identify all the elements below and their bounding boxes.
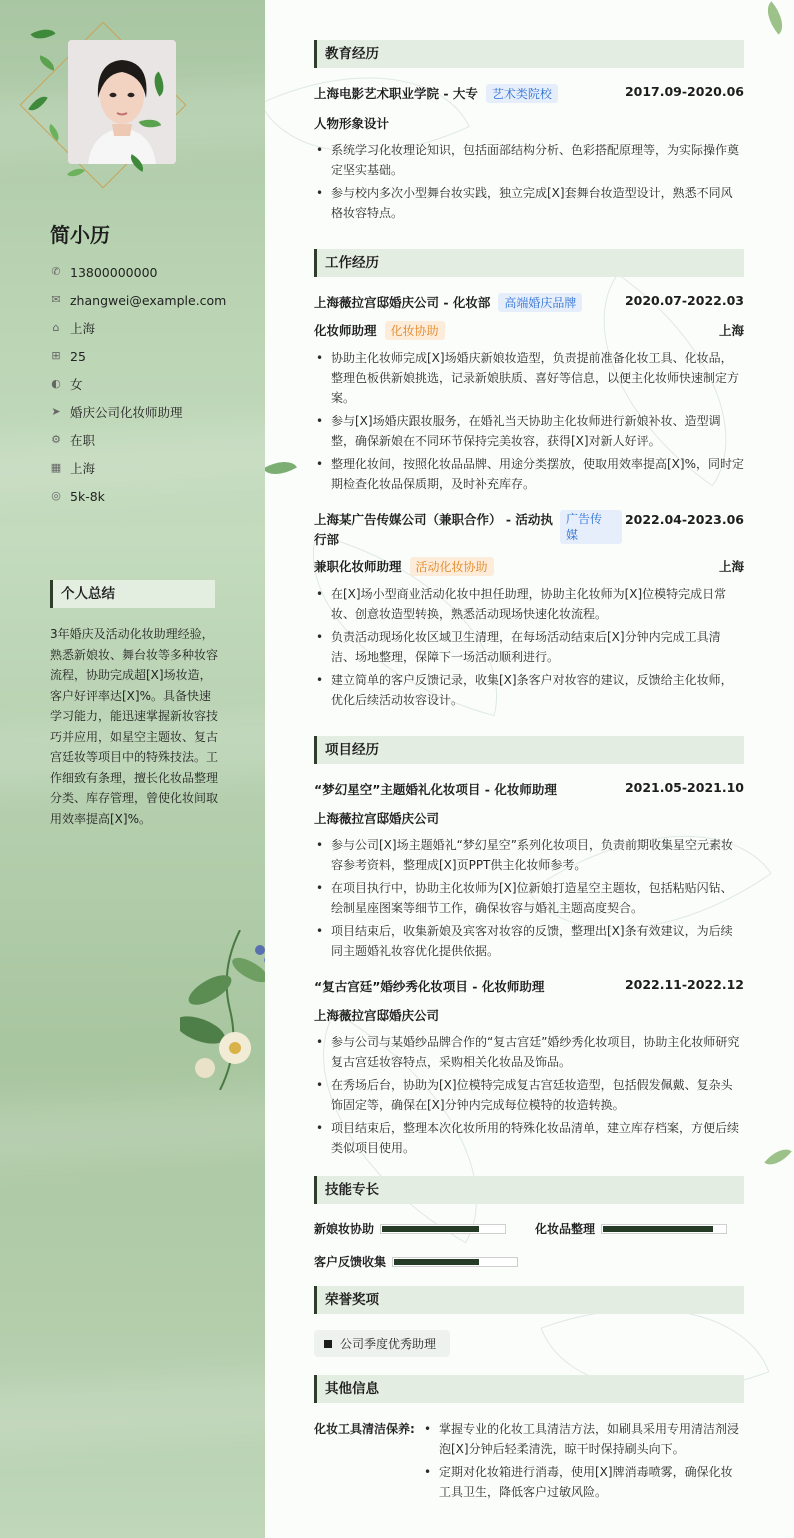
skill-item: 新娘妆协助 <box>314 1220 535 1237</box>
job-location: 上海 <box>718 323 744 338</box>
other-info-row <box>314 1419 744 1502</box>
other-info-label: 化妆工具清洁保养: <box>314 1422 415 1436</box>
leaf-decoration <box>759 1 791 34</box>
list-item: • 协助主化妆师完成[X]场婚庆新娘妆造型，负责提前准备化妆工具、化妆品，整理色板供新娘挑选，记录新娘肤质、喜好等信息，以便主化妆师快速制定方案。 <box>314 348 744 408</box>
project-header <box>314 977 744 995</box>
contact-city: ▦ 上海 <box>50 461 96 476</box>
work-section-title: 工作经历 <box>314 249 744 277</box>
contact-email: ✉ zhangwei@example.com <box>51 292 227 308</box>
watercolor-wash <box>0 1091 265 1169</box>
education-section-title: 教育经历 <box>314 40 744 68</box>
contact-status: ⚙ 在职 <box>51 433 96 448</box>
email-icon: ✉ <box>51 293 61 306</box>
job-target-icon: ➤ <box>51 405 61 418</box>
project-name: “复古宫廷”婚纱秀化妆项目 - 化妆师助理 <box>314 979 545 994</box>
leaf-decoration <box>30 23 55 44</box>
list-item: • 参与公司与某婚纱品牌合作的“复古宫廷”婚纱秀化妆项目，协助主化妆师研究复古宫廷妆容特点，采购相关化妆品及饰品。 <box>314 1032 744 1072</box>
phone-icon: ✆ <box>51 265 61 278</box>
skill-level-bar <box>380 1224 506 1234</box>
list-item: • 整理化妆间，按照化妆品品牌、用途分类摆放，使取用效率提高[X]%，同时定期检查化妆品保质期，及时补充库存。 <box>314 454 744 494</box>
job-role-row <box>314 321 744 340</box>
summary-title: 个人总结 <box>50 580 215 608</box>
avatar <box>68 40 176 164</box>
project-period: 2022.11-2022.12 <box>624 977 744 992</box>
awards-list <box>314 1330 744 1357</box>
list-item: • 参与[X]场婚庆跟妆服务，在婚礼当天协助主化妆师进行新娘补妆、造型调整，确保新娘在不同环节保持完美妆容，获得[X]对新人好评。 <box>314 411 744 451</box>
project-header <box>314 780 744 798</box>
company-name: 上海薇拉宫邸婚庆公司 - 化妆部 <box>314 295 491 310</box>
education-bullets <box>314 140 744 223</box>
list-item: • 负责活动现场化妆区域卫生清理，在每场活动结束后[X]分钟内完成工具清洁、场地整理，保障下一场活动顺利进行。 <box>314 627 744 667</box>
skill-level-fill <box>394 1259 479 1265</box>
summary-text: 3年婚庆及活动化妆助理经验，熟悉新娘妆、舞台妆等多种妆容流程，协助完成超[X]场妆造，客户好评率达[X]%。具备快速学习能力，能迅速掌握新妆容技巧并应用，如星空主题妆、复古宫廷妆等项目中的特殊技法。工作细致有条理，擅长化妆品整理分类、库存管理，曾使化妆间取用效率提高[X]%。 <box>50 627 219 826</box>
leaf-decoration <box>265 454 297 483</box>
job-role: 化妆师助理 <box>314 323 377 338</box>
company-name: 上海某广告传媒公司（兼职合作） - 活动执 <box>314 512 553 527</box>
awards-section-title: 荣誉奖项 <box>314 1286 744 1314</box>
contact-salary: ◎ 5k-8k <box>51 488 105 504</box>
list-item: • 参与校内多次小型舞台妆实践，独立完成[X]套舞台妆造型设计，熟悉不同风格妆容特点。 <box>314 183 744 223</box>
job-period: 2020.07-2022.03 <box>624 293 744 308</box>
skill-item: 化妆品整理 <box>535 1220 727 1237</box>
skills-row <box>314 1220 744 1237</box>
school-tag: 艺术类院校 <box>486 84 558 103</box>
project-org: 上海薇拉宫邸婚庆公司 <box>314 1008 440 1023</box>
contact-location: ⌂ 上海 <box>50 314 250 342</box>
job-role-row <box>314 557 744 576</box>
square-bullet-icon <box>324 1340 332 1348</box>
watercolor-wash <box>0 1371 265 1449</box>
leaf-decoration <box>37 55 57 71</box>
main-content <box>265 0 794 1538</box>
job-header <box>314 293 744 312</box>
project-org: 上海薇拉宫邸婚庆公司 <box>314 811 440 826</box>
resume-body <box>314 40 744 1502</box>
list-item: • 在项目执行中，协助主化妆师为[X]位新娘打造星空主题妆，包括粘贴闪钻、绘制星座图案等细节工作，确保妆容与婚礼主题高度契合。 <box>314 878 744 918</box>
project-bullets <box>314 835 744 961</box>
job-header <box>314 510 744 550</box>
education-header <box>314 84 744 103</box>
company-tag: 高端婚庆品牌 <box>498 293 582 312</box>
job-period: 2022.04-2023.06 <box>624 512 744 527</box>
contact-job-target: ➤ 婚庆公司化妆师助理 <box>51 405 183 420</box>
status-icon: ⚙ <box>51 433 61 446</box>
list-item: • 在[X]场小型商业活动化妆中担任助理，协助主化妆师为[X]位模特完成日常妆、创意妆造型转换，熟悉活动现场快速化妆流程。 <box>314 584 744 624</box>
projects-section-title: 项目经历 <box>314 736 744 764</box>
contact-age: ⊞ 25 <box>51 348 86 364</box>
skill-level-fill <box>382 1226 479 1232</box>
avatar-frame <box>28 18 178 198</box>
project-name: “梦幻星空”主题婚礼化妆项目 - 化妆师助理 <box>314 782 557 797</box>
candidate-name: 简小历 <box>50 223 110 247</box>
role-tag: 化妆协助 <box>385 321 445 340</box>
sidebar <box>0 0 265 1538</box>
education-period: 2017.09-2020.06 <box>624 84 744 99</box>
list-item: • 项目结束后，收集新娘及宾客对妆容的反馈，整理出[X]条有效建议，为后续同主题婚礼妆容优化提供依据。 <box>314 921 744 961</box>
contact-gender: ◐ 女 <box>51 377 83 392</box>
leaf-decoration <box>764 1143 791 1172</box>
school-name: 上海电影艺术职业学院 - 大专 <box>314 86 478 101</box>
other-info-bullets <box>422 1419 744 1502</box>
company-name: 行部 <box>314 532 340 547</box>
list-item: • 掌握专业的化妆工具清洁方法，如刷具采用专用清洁剂浸泡[X]分钟后轻柔清洗，晾干时保持刷头向下。 <box>422 1419 744 1459</box>
skill-level-fill <box>603 1226 713 1232</box>
list-item: • 项目结束后，整理本次化妆所用的特殊化妆品清单，建立库存档案，方便后续类似项目使用。 <box>314 1118 744 1158</box>
contact-phone: ✆ 13800000000 <box>51 264 158 280</box>
project-period: 2021.05-2021.10 <box>624 780 744 795</box>
city-icon: ▦ <box>50 461 62 474</box>
list-item: • 定期对化妆箱进行消毒，使用[X]牌消毒喷雾，确保化妆工具卫生，降低客户过敏风险。 <box>422 1462 744 1502</box>
list-item: • 在秀场后台，协助为[X]位模特完成复古宫廷妆造型，包括假发佩戴、复杂头饰固定等，确保在[X]分钟内完成每位模特的妆造转换。 <box>314 1075 744 1115</box>
job-location: 上海 <box>718 559 744 574</box>
job-bullets <box>314 584 744 710</box>
role-tag: 活动化妆协助 <box>410 557 494 576</box>
age-icon: ⊞ <box>51 349 61 362</box>
job-bullets <box>314 348 744 494</box>
other-section-title: 其他信息 <box>314 1375 744 1403</box>
skill-level-bar <box>601 1224 727 1234</box>
job-role: 兼职化妆师助理 <box>314 559 402 574</box>
skill-level-bar <box>392 1257 518 1267</box>
list-item: • 建立简单的客户反馈记录，收集[X]条客户对妆容的建议，反馈给主化妆师，优化后续活动妆容设计。 <box>314 670 744 710</box>
flower-decoration <box>180 930 265 1090</box>
company-tag: 广告传 媒 <box>560 510 622 544</box>
skills-row <box>314 1251 744 1270</box>
salary-icon: ◎ <box>51 489 61 502</box>
list-item: • 系统学习化妆理论知识，包括面部结构分析、色彩搭配原理等，为实际操作奠定坚实基础。 <box>314 140 744 180</box>
project-bullets <box>314 1032 744 1158</box>
education-major: 人物形象设计 <box>314 116 390 131</box>
gender-icon: ◐ <box>51 377 61 390</box>
list-item: • 参与公司[X]场主题婚礼“梦幻星空”系列化妆项目，负责前期收集星空元素妆容参考资料，整理成[X]页PPT供主化妆师参考。 <box>314 835 744 875</box>
home-icon: ⌂ <box>52 321 60 334</box>
contact-list <box>50 258 250 510</box>
award-item: 公司季度优秀助理 <box>314 1330 450 1357</box>
skills-section-title: 技能专长 <box>314 1176 744 1204</box>
skill-item: 客户反馈收集 <box>314 1253 518 1270</box>
